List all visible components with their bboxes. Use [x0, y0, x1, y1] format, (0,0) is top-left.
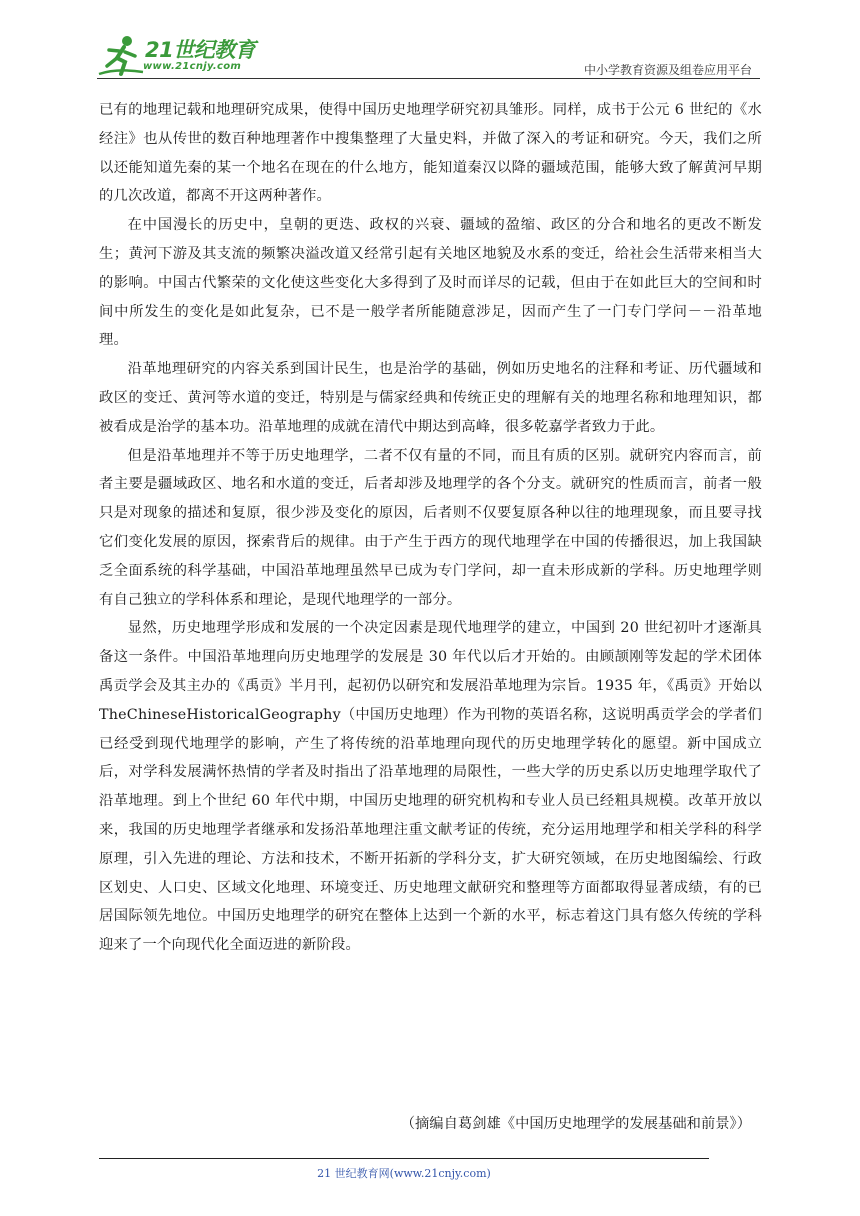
article-body — [99, 96, 762, 960]
source-citation: （摘编自葛剑雄《中国历史地理学的发展基础和前景》） — [400, 1116, 751, 1132]
paragraph: 沿革地理研究的内容关系到国计民生，也是治学的基础，例如历史地名的注释和考证、历代疆域和政区的变迁、黄河等水道的变迁，特别是与儒家经典和传统正史的理解有关的地理名称和地理知识，都被看成是治学的基本功。沿革地理的成就在清代中期达到高峰，很多乾嘉学者致力于此。 — [99, 361, 762, 435]
runner-logo-icon — [97, 34, 145, 78]
paragraph: 但是沿革地理并不等于历史地理学，二者不仅有量的不同，而且有质的区别。就研究内容而言，前者主要是疆域政区、地名和水道的变迁，后者却涉及地理学的各个分支。就研究的性质而言，前者一般只是对现象的描述和复原，很少涉及变化的原因，后者则不仅要复原各种以往的地理现象，而且要寻找它们变化发展的原因，探索背后的规律。由于产生于西方的现代地理学在中国的传播很迟，加上我国缺乏全面系统的科学基础，中国沿革地理虽然早已成为专门学问，却一直未形成新的学科。历史地理学则有自己独立的学科体系和理论，是现代地理学的一部分。 — [99, 447, 762, 608]
logo — [97, 34, 257, 78]
logo-title: 21世纪教育 — [145, 38, 256, 62]
logo-url: www.21cnjy.com — [143, 61, 242, 72]
footer-divider — [99, 1158, 709, 1159]
platform-name: 中小学教育资源及组卷应用平台 — [583, 63, 752, 77]
paragraph: 显然，历史地理学形成和发展的一个决定因素是现代地理学的建立，中国到 20 世纪初叶才逐渐具备这一条件。中国沿革地理向历史地理学的发展是 30 年代以后才开始的。由顾颉刚等发起的学术团体禹贡学会及其主办的《禹贡》半月刊，起初仍以研究和发展沿革地理为宗旨。1935 年，《禹贡》开始以 TheChineseHistoricalGeography（中国历史地理）作为刊物的英语名称，这说明禹贡学会的学者们已经受到现代地理学的影响，产生了将传统的沿革地理向现代的历史地理学转化的愿望。新中国成立后，对学科发展满怀热情的学者及时指出了沿革地理的局限性，一些大学的历史系以历史地理学取代了沿革地理。到上个世纪 60 年代中期，中国历史地理的研究机构和专业人员已经粗具规模。改革开放以来，我国的历史地理学者继承和发扬沿革地理注重文献考证的传统，充分运用地理学和相关学科的科学原理，引入先进的理论、方法和技术，不断开拓新的学科分支，扩大研究领域，在历史地图编绘、行政区划史、人口史、区域文化地理、环境变迁、历史地理文献研究和整理等方面都取得显著成绩，有的已居国际领先地位。中国历史地理学的研究在整体上达到一个新的水平，标志着这门具有悠久传统的学科迎来了一个向现代化全面迈进的新阶段。 — [99, 620, 762, 954]
header-divider — [97, 78, 760, 79]
paragraph: 在中国漫长的历史中，皇朝的更迭、政权的兴衰、疆域的盈缩、政区的分合和地名的更改不断发生；黄河下游及其支流的频繁决溢改道又经常引起有关地区地貌及水系的变迁，给社会生活带来相当大的影响。中国古代繁荣的文化使这些变化大多得到了及时而详尽的记载，但由于在如此巨大的空间和时间中所发生的变化是如此复杂，已不是一般学者所能随意涉足，因而产生了一门专门学问－－沿革地理。 — [99, 217, 762, 349]
page-header — [97, 30, 760, 80]
footer-link[interactable]: 21 世纪教育网(www.21cnjy.com) — [317, 1167, 491, 1180]
paragraph: 已有的地理记载和地理研究成果，使得中国历史地理学研究初具雏形。同样，成书于公元 6 世纪的《水经注》也从传世的数百种地理著作中搜集整理了大量史料，并做了深入的考证和研究。今天，我们之所以还能知道先秦的某一个地名在现在的什么地方，能知道秦汉以降的疆域范围，能够大致了解黄河早期的几次改道，都离不开这两种著作。 — [99, 102, 762, 205]
